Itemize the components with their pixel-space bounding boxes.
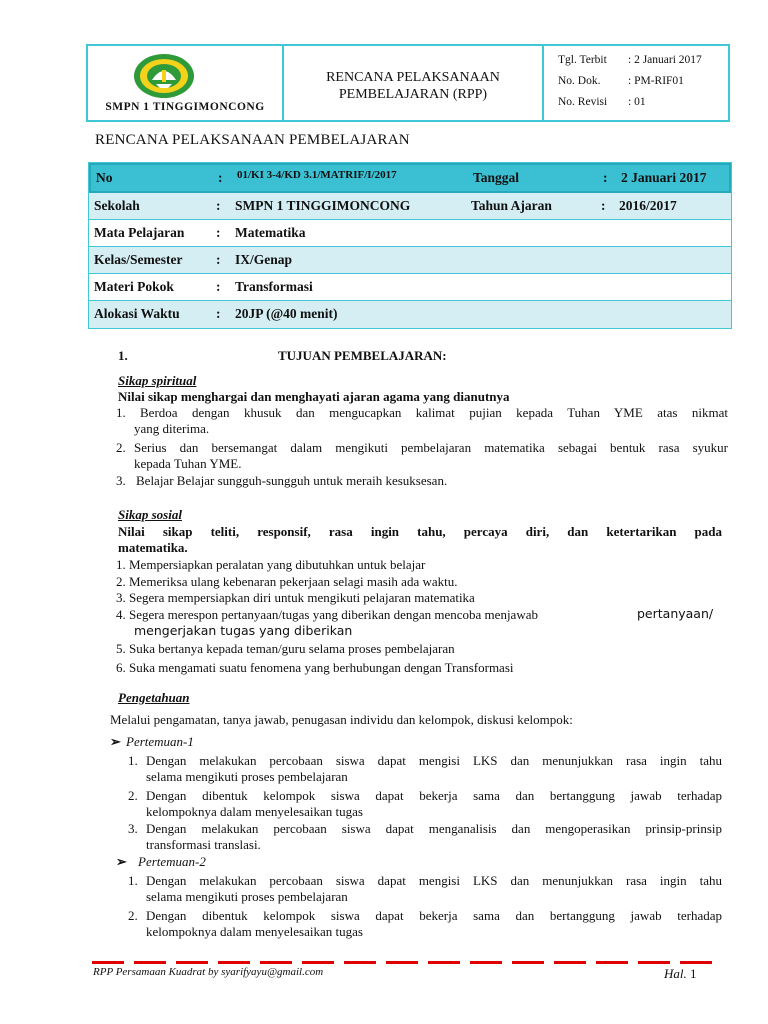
rpp-title-line1: RENCANA PELAKSANAAN [326,70,500,85]
info-value: IX/Genap [235,252,293,267]
list-number: 1. [128,873,138,888]
pengetahuan-intro: Melalui pengamatan, tanya jawab, penugasan individu dan kelompok, diskusi kelompok: [110,712,573,727]
list-number: 2. [128,908,138,923]
meeting-title: Pertemuan-2 [138,854,206,869]
list-item-text: Dengan dibentuk kelompok siswa dapat bekerja sama dan bertanggung jawab terhadap [146,788,722,803]
list-item: 4. Segera merespon pertanyaan/tugas yang diberikan dengan mencoba menjawab [116,607,538,622]
info-label: Tahun Ajaran [471,198,552,213]
footer-dash [260,961,292,964]
school-cell [88,46,284,120]
title-cell [284,46,544,120]
meta-value: : PM-RIF01 [628,75,684,87]
list-item-text: Serius dan bersemangat dalam mengikuti pembelajaran matematika sebagai bentuk rasa syukur [134,440,728,455]
info-colon: : [216,225,221,240]
info-label: Materi Pokok [94,279,174,294]
page-indicator [664,966,697,982]
footer-dash [386,961,418,964]
info-row-alokasi [89,301,731,328]
sosial-heading: Sikap sosial [118,507,182,522]
section-title: TUJUAN PEMBELAJARAN: [278,348,447,363]
list-number: 1. [116,405,126,420]
document-title: RENCANA PELAKSANAAN PEMBELAJARAN [95,132,410,148]
list-item-text: Berdoa dengan khusuk dan mengucapkan kalimat pujian kepada Tuhan YME atas nikmat [140,405,728,420]
info-colon: : [603,170,608,185]
list-number: 2. [116,440,126,455]
page-label: Hal. [664,966,687,981]
meta-cell [544,46,728,120]
info-row-kelas [89,247,731,274]
rpp-title [284,69,542,103]
info-colon: : [216,279,221,294]
list-number: 2. [128,788,138,803]
list-number: 1. [128,753,138,768]
info-label: Sekolah [94,198,140,213]
list-item-text: Dengan dibentuk kelompok siswa dapat bekerja sama dan bertanggung jawab terhadap [146,908,722,923]
info-value: 2016/2017 [619,198,677,213]
meta-key: No. Dok. [558,75,601,87]
info-row-materi [89,274,731,301]
footer-dash [218,961,250,964]
spiritual-heading: Sikap spiritual [118,373,197,388]
footer-dash [596,961,628,964]
meta-key: No. Revisi [558,96,608,108]
meta-key: Tgl. Terbit [558,54,607,66]
footer-dash [680,961,712,964]
footer-dash [512,961,544,964]
list-item-text: selama mengikuti proses pembelajaran [146,769,348,784]
list-item-cont: mengerjakan tugas yang diberikan [134,623,353,638]
info-row-mapel [89,220,731,247]
info-value: Transformasi [235,279,313,294]
school-logo-icon [132,52,196,100]
list-item-text: kepada Tuhan YME. [134,456,242,471]
info-value: Matematika [235,225,306,240]
info-label: Kelas/Semester [94,252,183,267]
rpp-title-line2: PEMBELAJARAN (RPP) [338,87,488,102]
page-number: 1 [690,966,697,981]
footer-dash [344,961,376,964]
footer-text: RPP Persamaan Kuadrat by syarifyayu@gmail.com [93,966,324,978]
info-colon: : [216,252,221,267]
meta-terbit [558,54,702,66]
pengetahuan-heading: Pengetahuan [118,690,190,705]
list-item: 2. Memeriksa ulang kebenaran pekerjaan selagi masih ada waktu. [116,574,458,589]
list-item-text: yang diterima. [134,421,210,436]
info-label: Tanggal [473,170,520,185]
list-item: 6. Suka mengamati suatu fenomena yang berhubungan dengan Transformasi [116,660,514,675]
info-value: SMPN 1 TINGGIMONCONG [235,198,411,213]
info-label: Alokasi Waktu [94,306,180,321]
meta-value: : 01 [628,96,646,108]
info-colon: : [601,198,606,213]
info-row-sekolah [89,193,731,220]
list-item: 1. Mempersiapkan peralatan yang dibutuhkan untuk belajar [116,557,426,572]
footer-dash [638,961,670,964]
section-number: 1. [118,348,128,363]
meeting-title: Pertemuan-1 [126,734,194,749]
info-colon: : [216,306,221,321]
info-colon: : [218,170,223,185]
info-label: No [96,170,113,185]
info-row-no [89,163,731,193]
list-item-text: kelompoknya dalam menyelesaikan tugas [146,804,363,819]
document-header [86,44,730,122]
list-number: 3. [116,473,126,488]
footer-dash [470,961,502,964]
school-name: SMPN 1 TINGGIMONCONG [105,101,265,113]
footer-dash [176,961,208,964]
list-item-text: selama mengikuti proses pembelajaran [146,889,348,904]
footer-dash [134,961,166,964]
list-item-text: transformasi translasi. [146,837,261,852]
info-label: Mata Pelajaran [94,225,185,240]
spiritual-subheading: Nilai sikap menghargai dan menghayati ajaran agama yang dianutnya [118,389,510,404]
sosial-subheading-cont: matematika. [118,540,188,555]
footer-dash [554,961,586,964]
list-item-text: kelompoknya dalam menyelesaikan tugas [146,924,363,939]
footer-dash [428,961,460,964]
sosial-subheading: Nilai sikap teliti, responsif, rasa ingin tahu, percaya diri, dan ketertarikan pada [118,524,722,539]
info-colon: : [216,198,221,213]
info-value: 01/KI 3-4/KD 3.1/MATRIF/I/2017 [237,169,397,181]
arrow-bullet-icon: ➢ [116,854,127,869]
list-item-cont: pertanyaan/ [637,606,714,621]
list-item-text: Dengan melakukan percobaan siswa dapat mengisi LKS dan menunjukkan rasa ingin tahu [146,753,722,768]
list-item-text: Dengan melakukan percobaan siswa dapat mengisi LKS dan menunjukkan rasa ingin tahu [146,873,722,888]
footer-dash [302,961,334,964]
list-item-text: Dengan melakukan percobaan siswa dapat menganalisis dan mengoperasikan prinsip-prinsip [146,821,722,836]
info-table [88,162,732,329]
meta-dok [558,75,684,87]
meta-value: : 2 Januari 2017 [628,54,702,66]
meta-revisi [558,96,646,108]
arrow-bullet-icon: ➢ [110,734,121,749]
info-value: 20JP (@40 menit) [235,306,338,321]
list-item: 3. Segera mempersiapkan diri untuk mengikuti pelajaran matematika [116,590,475,605]
footer-dash [92,961,124,964]
list-number: 3. [128,821,138,836]
list-item-text: Belajar Belajar sungguh-sungguh untuk meraih kesuksesan. [136,473,448,488]
info-value: 2 Januari 2017 [621,170,707,185]
list-item: 5. Suka bertanya kepada teman/guru selama proses pembelajaran [116,641,455,656]
